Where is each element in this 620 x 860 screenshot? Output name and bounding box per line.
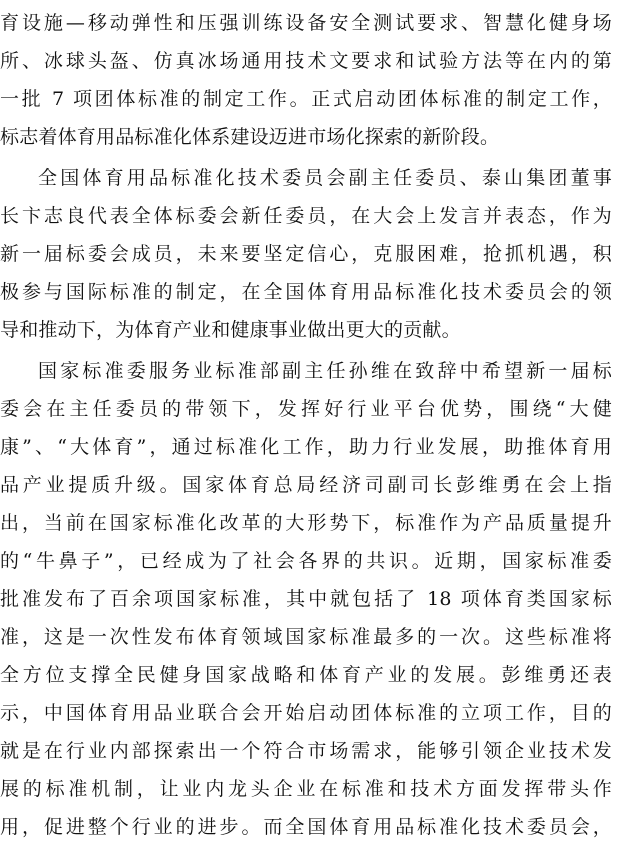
paragraph-3-line-11: 就是在行业内部探索出一个符合市场需求，能够引领企业技术发 [0,740,612,762]
paragraph-3-line-10: 示，中国体育用品业联合会开始启动团体标准的立项工作，目的 [0,702,612,724]
paragraph-3-line-2: 委会在主任委员的带领下，发挥好行业平台优势，围绕“大健 [0,398,612,420]
paragraph-1-line-4: 标志着体育用品标准化体系建设迈进市场化探索的新阶段。 [0,126,500,148]
paragraph-2-line-1: 全国体育用品标准化技术委员会副主任委员、泰山集团董事 [38,167,612,189]
paragraph-3-line-3: 康”、“大体育”，通过标准化工作，助力行业发展，助推体育用 [0,436,612,458]
paragraph-1-line-1: 育设施—移动弹性和压强训练设备安全测试要求、智慧化健身场 [0,12,612,34]
paragraph-3-line-6: 的“牛鼻子”，已经成为了社会各界的共识。近期，国家标准委 [0,550,612,572]
paragraph-3-line-13: 用，促进整个行业的进步。而全国体育用品标准化技术委员会， [0,816,612,838]
paragraph-3-line-8: 准，这是一次性发布体育领域国家标准最多的一次。这些标准将 [0,626,612,648]
paragraph-1-line-3: 一批 7 项团体标准的制定工作。正式启动团体标准的制定工作， [0,88,612,110]
paragraph-3-line-4: 品产业提质升级。国家体育总局经济司副司长彭维勇在会上指 [0,474,612,496]
paragraph-3-line-9: 全方位支撑全民健身国家战略和体育产业的发展。彭维勇还表 [0,664,612,686]
paragraph-2-line-2: 长卞志良代表全体标委会新任委员，在大会上发言并表态，作为 [0,205,612,227]
paragraph-2-line-5: 导和推动下，为体育产业和健康事业做出更大的贡献。 [0,319,461,341]
paragraph-2-line-4: 极参与国际标准的制定，在全国体育用品标准化技术委员会的领 [0,281,612,303]
paragraph-1-line-2: 所、冰球头盔、仿真冰场通用技术文要求和试验方法等在内的第 [0,50,612,72]
paragraph-3-line-5: 出，当前在国家标准化改革的大形势下，标准作为产品质量提升 [0,512,612,534]
paragraph-3-line-7: 批准发布了百余项国家标准，其中就包括了 18 项体育类国家标 [0,588,612,610]
paragraph-3-line-1: 国家标准委服务业标准部副主任孙维在致辞中希望新一届标 [38,360,612,382]
paragraph-2-line-3: 新一届标委会成员，未来要坚定信心，克服困难，抢抓机遇，积 [0,243,612,265]
paragraph-3-line-12: 展的标准机制，让业内龙头企业在标准和技术方面发挥带头作 [0,778,612,800]
